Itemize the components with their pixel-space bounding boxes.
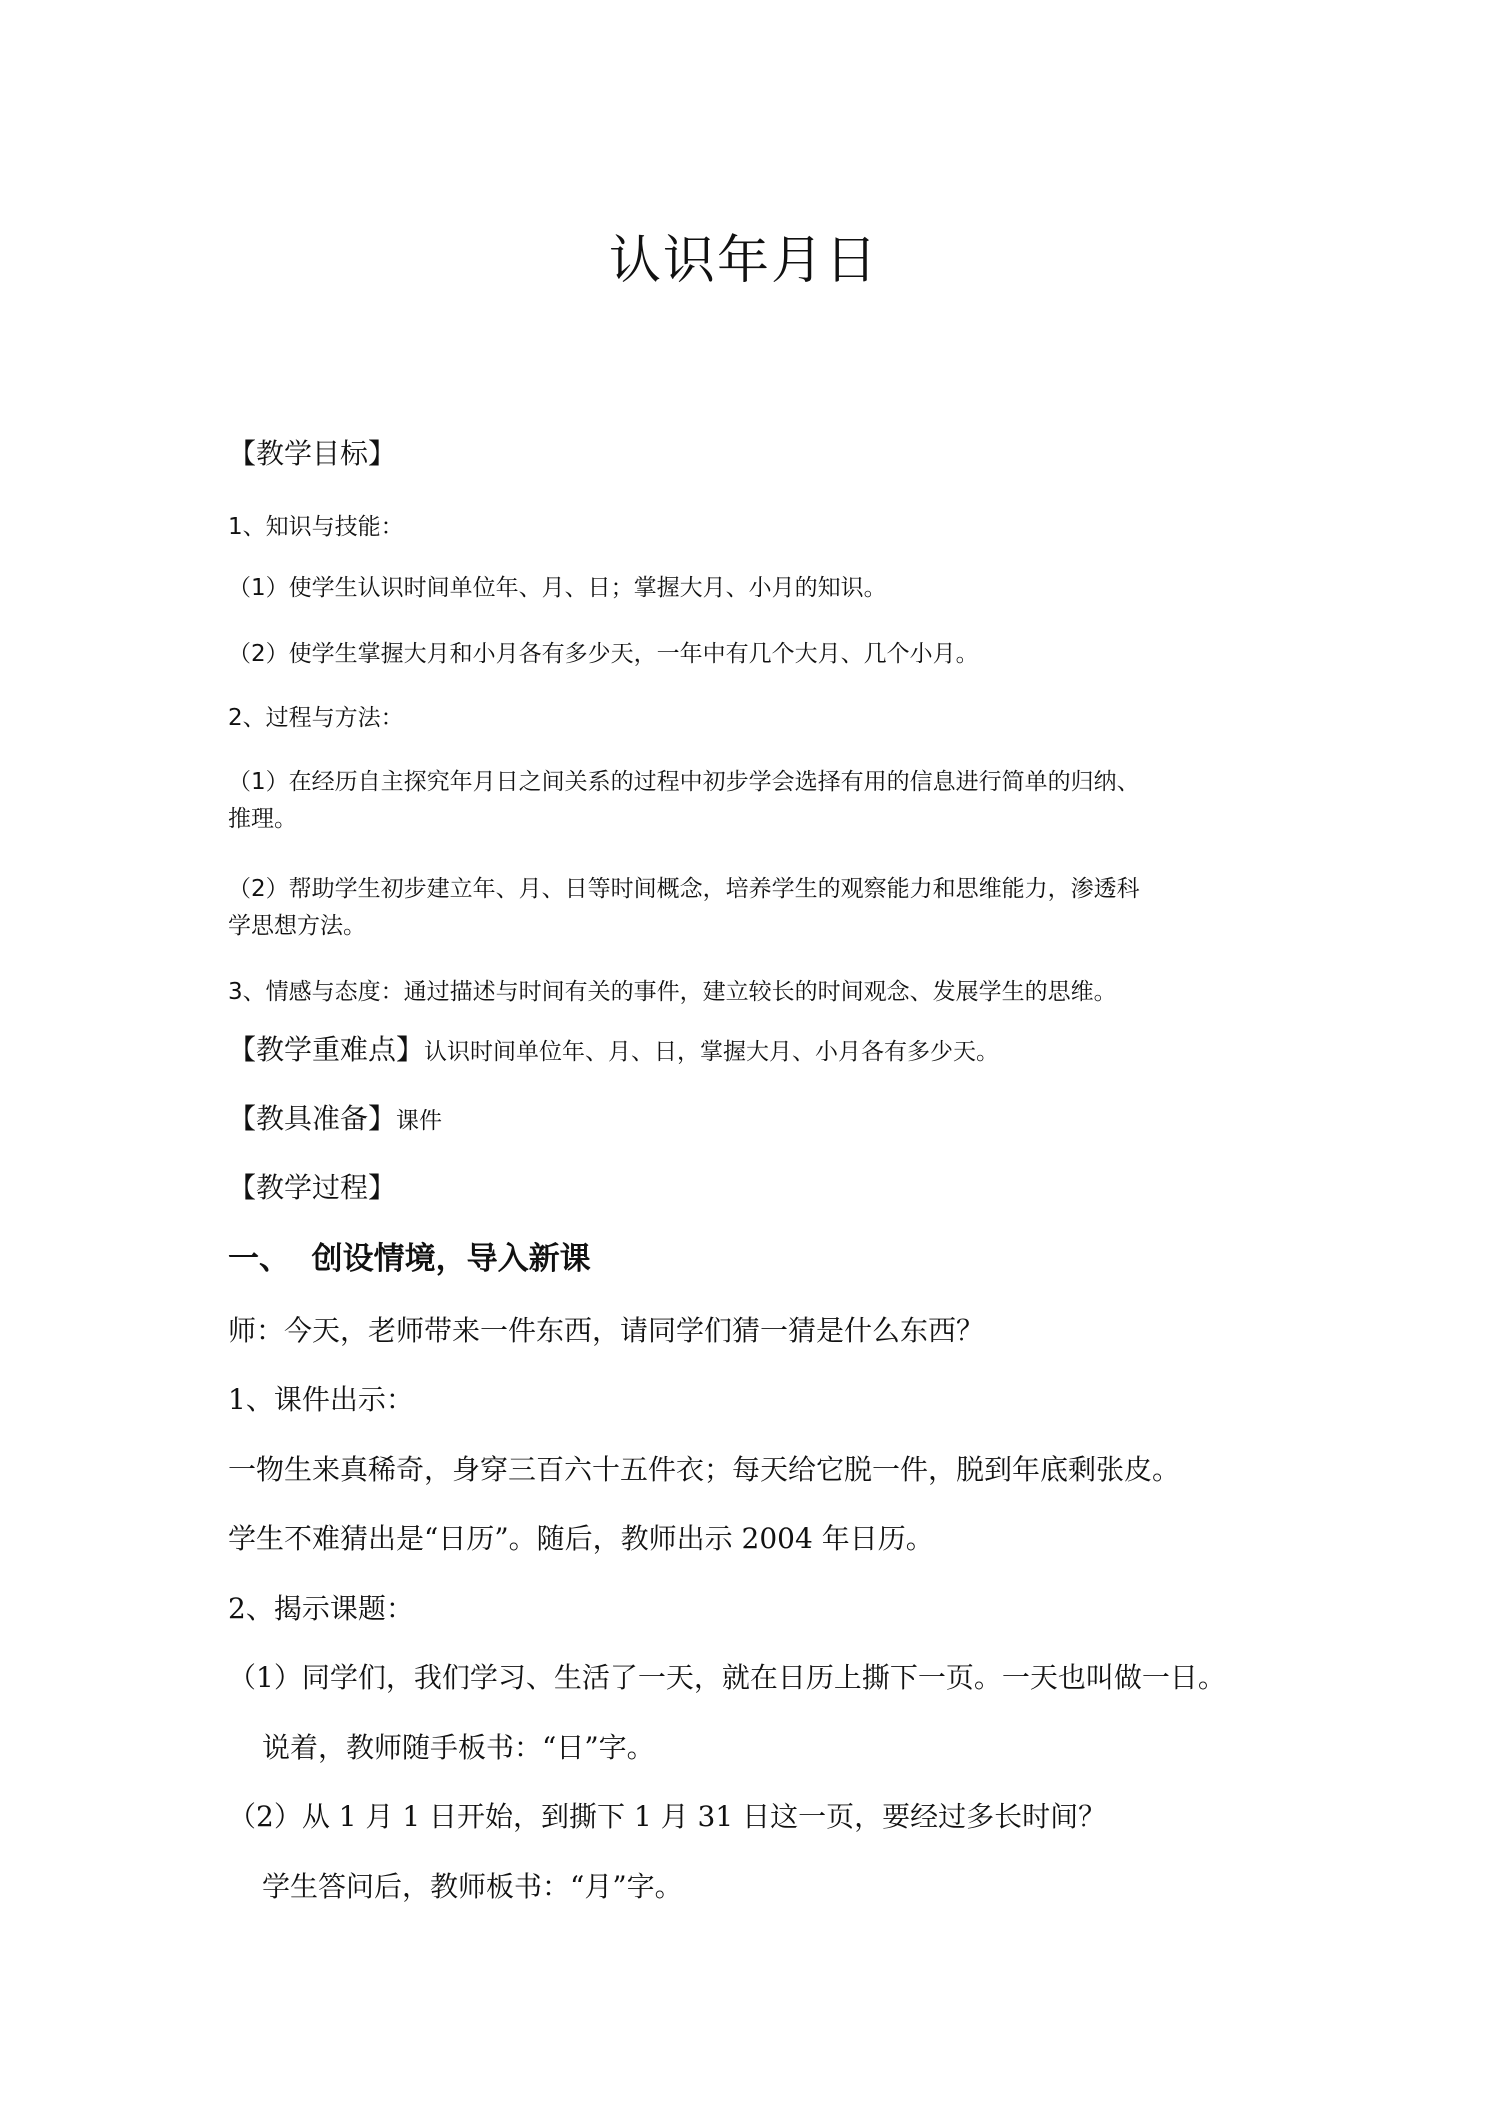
knowledge-item-2: （2）使学生掌握大月和小月各有多少天，一年中有几个大月、几个小月。 (228, 641, 979, 667)
knowledge-item-1: （1）使学生认识时间单位年、月、日；掌握大月、小月的知识。 (228, 575, 887, 601)
reveal-item-2: （2）从 1 月 1 日开始，到撕下 1 月 31 日这一页，要经过多长时间？ (228, 1800, 1107, 1833)
teacher-intro: 师：今天，老师带来一件东西，请同学们猜一猜是什么东西？ (228, 1314, 985, 1347)
process-item-2-line-2: 学思想方法。 (228, 913, 366, 939)
section-heading-1: 一、 创设情境，导入新课 (228, 1241, 591, 1277)
reveal-item-1-note: 说着，教师随手板书：“日”字。 (262, 1731, 655, 1764)
process-heading: 2、过程与方法： (228, 705, 404, 731)
materials-text: 课件 (396, 1108, 443, 1134)
procedure-tag: 【教学过程】 (228, 1171, 397, 1204)
process-item-2-line-1: （2）帮助学生初步建立年、月、日等时间概念，培养学生的观察能力和思维能力，渗透科 (228, 876, 1140, 902)
process-item-1-line-1: （1）在经历自主探究年月日之间关系的过程中初步学会选择有用的信息进行简单的归纳、 (228, 769, 1140, 795)
document-title: 认识年月日 (608, 231, 879, 291)
riddle-answer: 学生不难猜出是“日历”。随后，教师出示 2004 年日历。 (228, 1522, 934, 1555)
process-item-1-line-2: 推理。 (228, 806, 297, 832)
key-points-text: 认识时间单位年、月、日，掌握大月、小月各有多少天。 (424, 1039, 1000, 1065)
reveal-item-2-note: 学生答问后，教师板书：“月”字。 (262, 1870, 683, 1903)
riddle-text: 一物生来真稀奇，身穿三百六十五件衣；每天给它脱一件，脱到年底剩张皮。 (228, 1453, 1181, 1486)
objectives-tag: 【教学目标】 (228, 437, 397, 470)
step-2-heading: 2、揭示课题： (228, 1592, 414, 1625)
materials-tag: 【教具准备】 (228, 1102, 397, 1135)
step-1-heading: 1、课件出示： (228, 1383, 414, 1416)
materials-line (228, 1101, 442, 1139)
reveal-item-1: （1）同学们，我们学习、生活了一天，就在日历上撕下一页。一天也叫做一日。 (228, 1661, 1226, 1694)
key-points-tag: 【教学重难点】 (228, 1033, 425, 1066)
attitude-item: 3、情感与态度：通过描述与时间有关的事件，建立较长的时间观念、发展学生的思维。 (228, 979, 1117, 1005)
knowledge-heading: 1、知识与技能： (228, 514, 404, 540)
key-points-line (228, 1032, 999, 1070)
